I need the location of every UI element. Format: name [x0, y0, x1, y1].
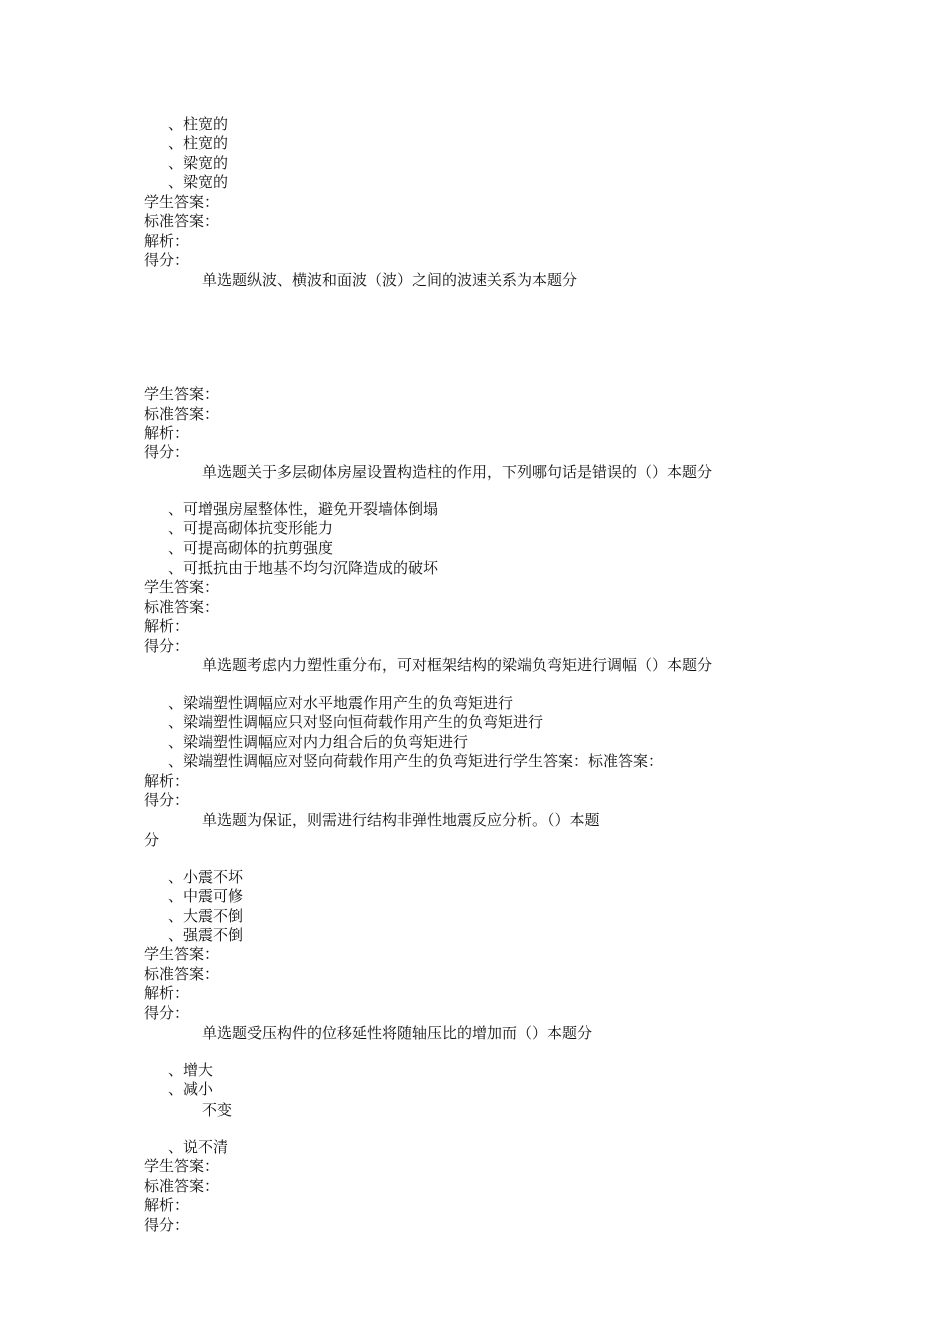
option-a: 、柱宽的 — [168, 115, 229, 133]
analysis-label: 解析： — [144, 617, 190, 635]
standard-answer-label: 标准答案： — [144, 965, 220, 983]
score-label: 得分： — [144, 443, 190, 461]
option-b: 、柱宽的 — [168, 134, 229, 152]
question-text: 单选题纵波、横波和面波（波）之间的波速关系为本题分 — [202, 271, 578, 289]
option-d: 、说不清 — [168, 1138, 229, 1156]
option-a: 、可增强房屋整体性，避免开裂墙体倒塌 — [168, 500, 439, 518]
option-c: 、大震不倒 — [168, 907, 244, 925]
option-c: 不变 — [202, 1101, 233, 1119]
standard-answer-label: 标准答案： — [144, 212, 220, 230]
score-label: 得分： — [144, 637, 190, 655]
option-d: 、梁端塑性调幅应对竖向荷载作用产生的负弯矩进行学生答案：标准答案： — [168, 752, 664, 770]
student-answer-label: 学生答案： — [144, 945, 220, 963]
student-answer-label: 学生答案： — [144, 193, 220, 211]
option-c: 、梁宽的 — [168, 154, 229, 172]
option-b: 、可提高砌体抗变形能力 — [168, 519, 334, 537]
question-text-continued: 分 — [144, 831, 160, 849]
score-label: 得分： — [144, 791, 190, 809]
question-text: 单选题为保证，则需进行结构非弹性地震反应分析。（）本题 — [202, 811, 600, 829]
analysis-label: 解析： — [144, 232, 190, 250]
analysis-label: 解析： — [144, 1196, 190, 1214]
option-d: 、可抵抗由于地基不均匀沉降造成的破坏 — [168, 559, 439, 577]
standard-answer-label: 标准答案： — [144, 1177, 220, 1195]
score-label: 得分： — [144, 251, 190, 269]
analysis-label: 解析： — [144, 984, 190, 1002]
question-text: 单选题关于多层砌体房屋设置构造柱的作用，下列哪句话是错误的（）本题分 — [202, 463, 713, 481]
option-a: 、增大 — [168, 1061, 214, 1079]
analysis-label: 解析： — [144, 772, 190, 790]
standard-answer-label: 标准答案： — [144, 405, 220, 423]
option-c: 、梁端塑性调幅应对内力组合后的负弯矩进行 — [168, 733, 469, 751]
option-b: 、中震可修 — [168, 887, 244, 905]
question-text: 单选题受压构件的位移延性将随轴压比的增加而（）本题分 — [202, 1024, 593, 1042]
option-a: 、梁端塑性调幅应对水平地震作用产生的负弯矩进行 — [168, 694, 514, 712]
option-c: 、可提高砌体的抗剪强度 — [168, 539, 334, 557]
option-d: 、强震不倒 — [168, 926, 244, 944]
analysis-label: 解析： — [144, 424, 190, 442]
question-text: 单选题考虑内力塑性重分布，可对框架结构的梁端负弯矩进行调幅（）本题分 — [202, 656, 713, 674]
option-b: 、梁端塑性调幅应只对竖向恒荷载作用产生的负弯矩进行 — [168, 713, 544, 731]
student-answer-label: 学生答案： — [144, 1157, 220, 1175]
option-a: 、小震不坏 — [168, 868, 244, 886]
student-answer-label: 学生答案： — [144, 578, 220, 596]
option-d: 、梁宽的 — [168, 173, 229, 191]
score-label: 得分： — [144, 1004, 190, 1022]
option-b: 、减小 — [168, 1080, 214, 1098]
student-answer-label: 学生答案： — [144, 385, 220, 403]
standard-answer-label: 标准答案： — [144, 598, 220, 616]
score-label: 得分： — [144, 1216, 190, 1234]
